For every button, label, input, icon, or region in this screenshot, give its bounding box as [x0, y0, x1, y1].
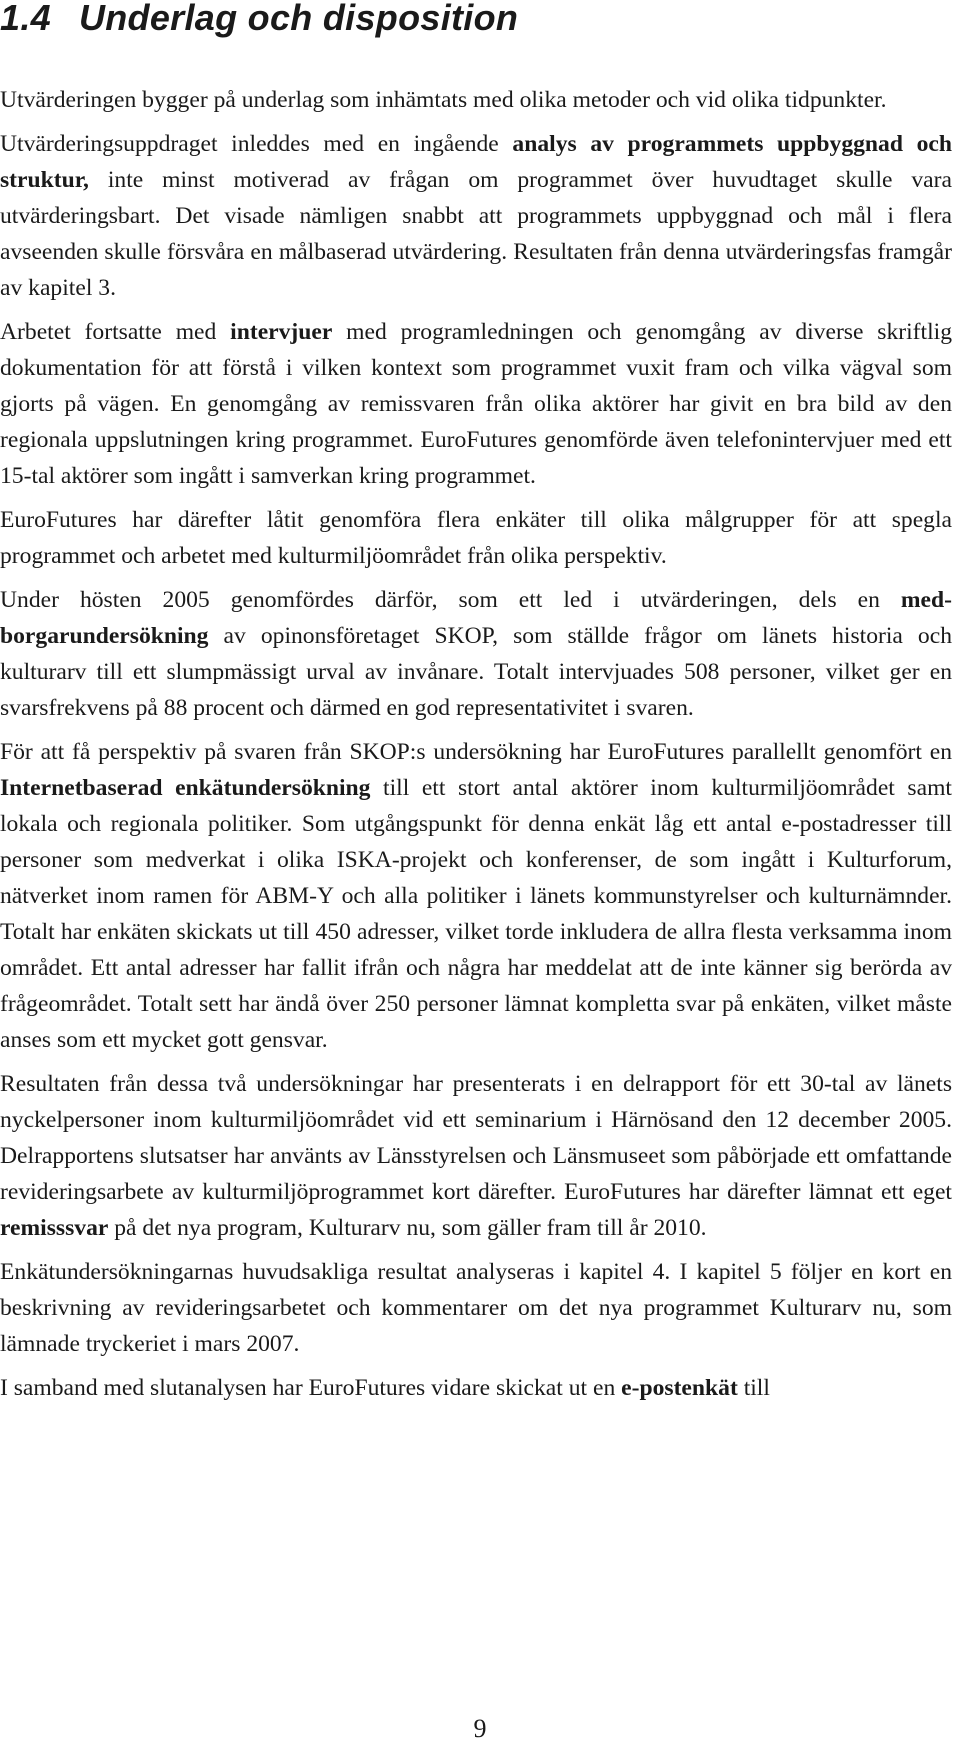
emphasis-text: e-postenkät	[621, 1375, 738, 1401]
page-number: 9	[473, 1714, 487, 1743]
section-number: 1.4	[0, 0, 51, 38]
paragraph: EuroFutures har därefter låtit genomföra flera enkäter till olika målgrupper för att spegla programmet och arbetet med kulturmiljöområdet från olika perspektiv.	[0, 507, 952, 569]
emphasis-text: medborgarundersökning	[0, 587, 952, 649]
emphasis-text: remisssvar	[0, 1215, 109, 1241]
paragraph: Resultaten från dessa två undersökningar har presenterats i en delrapport för ett 30-tal av länets nyckelpersoner inom kulturmiljöområdet vid ett seminarium i Härnösand den 12 december 2005. Delrapportens slutsatser har använts av Länsstyrelsen och Länsmuseet som påbörjade ett omfattande revideringsarbete av kulturmiljöprogrammet kort därefter. EuroFutures har därefter lämnat ett eget remisssvar på det nya program, Kulturarv nu, som gäller fram till år 2010.	[0, 1071, 952, 1241]
paragraph: I samband med slutanalysen har EuroFutures vidare skickat ut en e-postenkät till	[0, 1375, 770, 1401]
paragraph: Enkätundersökningarnas huvudsakliga resultat analyseras i kapitel 4. I kapitel 5 följer en kort en beskrivning av revideringsarbetet och kommentarer om det nya programmet Kulturarv nu, som lämnade tryckeriet i mars 2007.	[0, 1259, 952, 1357]
body-text	[0, 82, 952, 1414]
emphasis-text: analys av programmets uppbyggnad och struktur,	[0, 131, 953, 193]
paragraph: Utvärderingsuppdraget inleddes med en ingående analys av programmets uppbyggnad och struktur, inte minst motiverad av frågan om programmet över huvudtaget skulle vara utvärderingsbart. Det visade nämligen snabbt att programmets uppbyggnad och mål i flera avseenden skulle försvåra en målbaserad utvärdering. Resultaten från denna utvärderingsfas framgår av kapitel 3.	[0, 131, 953, 301]
paragraph: För att få perspektiv på svaren från SKOP:s undersökning har EuroFutures parallellt genomfört en Internetbaserad enkätundersökning till ett stort antal aktörer inom kulturmiljöområdet samt lokala och regionala politiker. Som utgångspunkt för denna enkät låg ett antal e-postadresser till personer som medverkat i olika ISKA-projekt och konferenser, de som ingått i Kulturforum, nätverket inom ramen för ABM-Y och alla politiker i länets kommunstyrelser och kulturnämnder. Totalt har enkäten skickats ut till 450 adresser, vilket torde inkludera de allra flesta verksamma inom området. Ett antal adresser har fallit ifrån och några har meddelat att de inte känner sig berörda av frågeområdet. Totalt sett har ändå över 250 personer lämnat kompletta svar på enkäten, vilket måste anses som ett mycket gott gensvar.	[0, 739, 952, 1053]
paragraph: Utvärderingen bygger på underlag som inhämtats med olika metoder och vid olika tidpunkter.	[0, 87, 887, 113]
paragraph: Under hösten 2005 genomfördes därför, som ett led i utvärderingen, dels en medborgarundersökning av opinonsföretaget SKOP, som ställde frågor om länets historia och kulturarv till ett slumpmässigt urval av invånare. Totalt intervjuades 508 personer, vilket ger en svarsfrekvens på 88 procent och därmed en god representativitet i svaren.	[0, 587, 952, 721]
paragraph: Arbetet fortsatte med intervjuer med programledningen och genomgång av diverse skriftlig dokumentation för att förstå i vilken kontext som programmet vuxit fram och vilka vägval som gjorts på vägen. En genomgång av remissvaren från olika aktörer har givit en bra bild av den regionala uppslutningen kring programmet. EuroFutures genomförde även telefonintervjuer med ett 15-tal aktörer som ingått i samverkan kring programmet.	[0, 319, 952, 489]
section-title: Underlag och disposition	[78, 0, 519, 38]
section-heading	[0, 0, 518, 36]
emphasis-text: Internetbaserad enkätundersökning	[0, 775, 371, 801]
emphasis-text: intervjuer	[230, 319, 333, 345]
